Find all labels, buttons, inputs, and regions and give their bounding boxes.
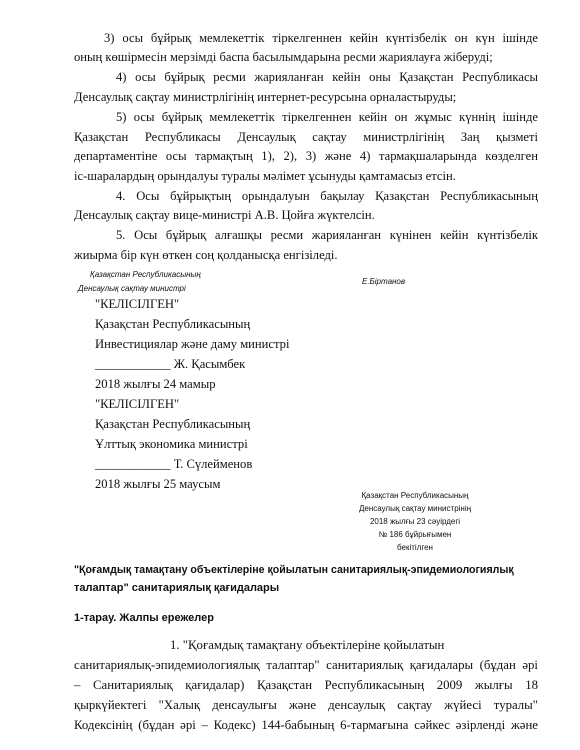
- document-title-line-1: "Қоғамдық тамақтану объектілеріне қойылатын санитариялық-эпидемиологиялық: [74, 564, 514, 576]
- clause-4-line-1: 4. Осы бұйрықтың орындалуын бақылау Қазақстан Республикасының: [116, 189, 538, 203]
- agreed-1-ministry: Инвестициялар және даму министрі: [95, 337, 290, 351]
- agreed-1-signature: ____________ Ж. Қасымбек: [95, 357, 246, 371]
- subitem-5-line-4: іс-шаралардың орындалуы туралы мәлімет ұсынуды қамтамасыз етсін.: [74, 169, 456, 183]
- agreed-2-ministry: Ұлттық экономика министрі: [95, 437, 248, 451]
- minister-title-line-1: Қазақстан Республикасының: [90, 270, 201, 279]
- approval-line-1: Қазақстан Республикасының: [361, 491, 469, 500]
- clause-5-line-2: жиырма бір күн өткен соң қолданысқа енгізіледі.: [74, 248, 338, 262]
- clause-4-line-2: Денсаулық сақтау вице-министрі А.В. Цойға жүктелсін.: [74, 208, 375, 222]
- clause-5-line-1: 5. Осы бұйрық алғашқы ресми жарияланған күнінен кейін күнтізбелік: [116, 228, 538, 242]
- clause-1-line-5: Кодексінің (бұдан әрі – Кодекс) 144-бабының 6-тармағына сәйкес әзірленді және: [74, 718, 538, 732]
- clause-1-line-3: – Санитариялық қағидалар) Қазақстан Республикасының 2009 жылғы 18: [74, 678, 538, 692]
- chapter-heading: 1-тарау. Жалпы ережелер: [74, 612, 214, 624]
- document-title-line-2: талаптар" санитариялық қағидалары: [74, 582, 280, 594]
- subitem-3-line-1: 3) осы бұйрық мемлекеттік тіркелгеннен кейін күнтізбелік он күн ішінде: [104, 31, 538, 45]
- approval-line-4: № 186 бұйрығымен: [378, 530, 452, 539]
- clause-1-line-4: қыркүйектегі "Халық денсаулығы және денсаулық сақтау жүйесі туралы": [74, 698, 538, 712]
- approval-line-2: Денсаулық сақтау министрінің: [358, 504, 472, 513]
- agreed-2-date: 2018 жылғы 25 маусым: [95, 477, 221, 491]
- agreed-label-2: "КЕЛІСІЛГЕН": [95, 397, 180, 411]
- approval-line-5: бекітілген: [397, 543, 433, 552]
- agreed-2-signature: ____________ Т. Сүлейменов: [95, 457, 253, 471]
- subitem-5-line-3: департаментіне осы тармақтың 1), 2), 3) және 4) тармақшаларында көзделген: [74, 149, 538, 163]
- clause-1-line-2: санитариялық-эпидемиологиялық талаптар" санитариялық қағидалары (бұдан әрі: [74, 658, 538, 672]
- approval-line-3: 2018 жылғы 23 сәуірдегі: [369, 517, 461, 526]
- subitem-4-line-2: Денсаулық сақтау министрлігінің интернет-ресурсына орналастыруды;: [74, 90, 457, 104]
- subitem-3-line-2: оның көшірмесін мерзімді баспа басылымдарына ресми жариялауға жіберуді;: [74, 50, 493, 64]
- minister-title-line-2: Денсаулық сақтау министрі: [78, 284, 186, 293]
- subitem-4-line-1: 4) осы бұйрық ресми жарияланған кейін оны Қазақстан Республикасы: [116, 70, 538, 84]
- minister-name: Е.Біртанов: [362, 277, 406, 286]
- agreed-label-1: "КЕЛІСІЛГЕН": [95, 297, 180, 311]
- agreed-1-date: 2018 жылғы 24 мамыр: [95, 377, 216, 391]
- agreed-1-org: Қазақстан Республикасының: [95, 317, 251, 331]
- subitem-5-line-2: Қазақстан Республикасы Денсаулық сақтау министрлігінің Заң қызметі: [74, 130, 538, 144]
- agreed-2-org: Қазақстан Республикасының: [95, 417, 251, 431]
- clause-1-line-1: 1. "Қоғамдық тамақтану объектілеріне қойылатын: [170, 638, 445, 652]
- subitem-5-line-1: 5) осы бұйрық мемлекеттік тіркелгеннен кейін он жұмыс күннің ішінде: [116, 110, 538, 124]
